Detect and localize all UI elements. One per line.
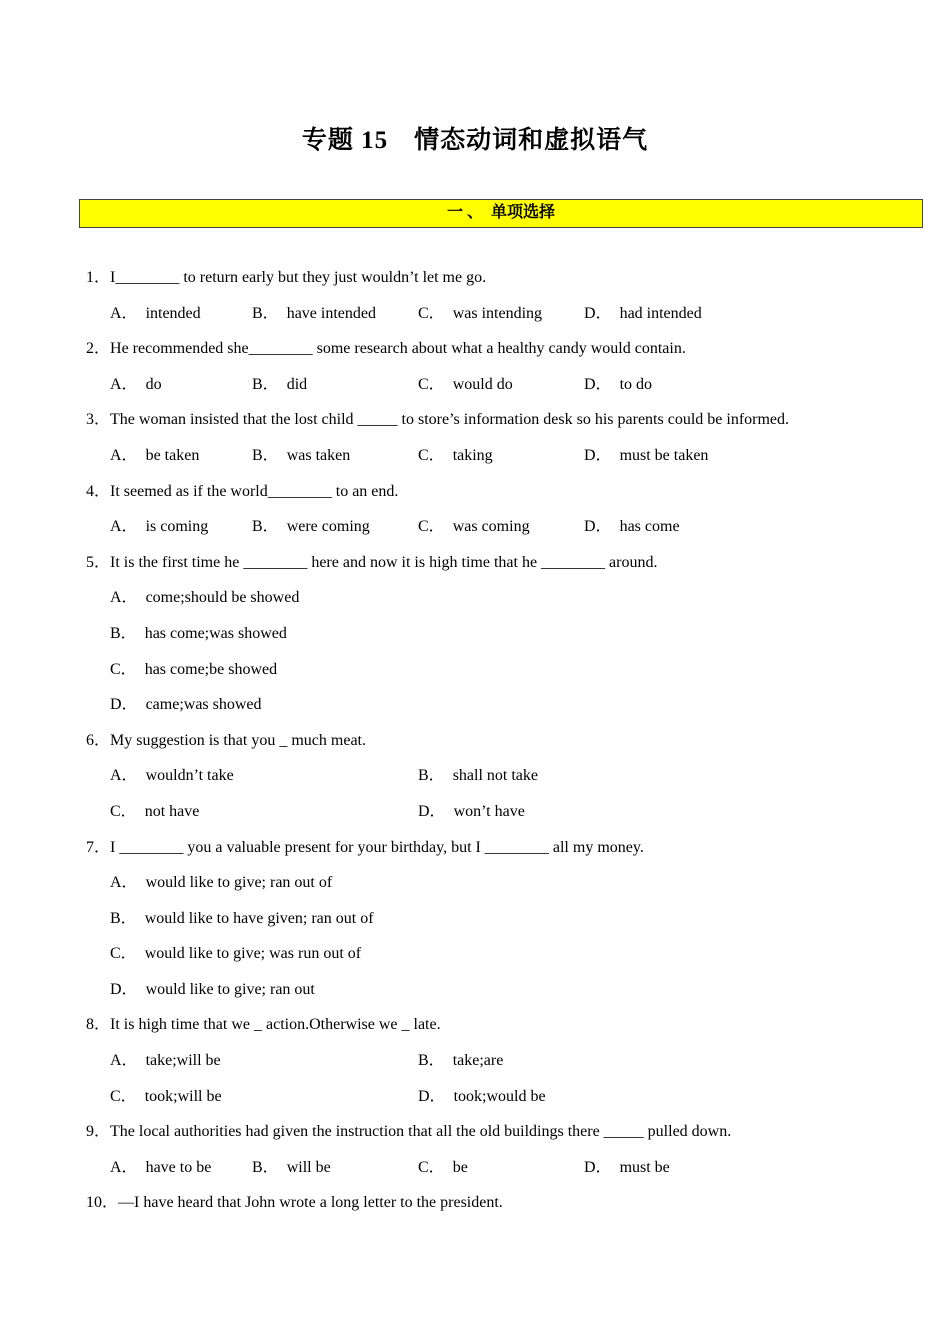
option-letter: C． (418, 304, 445, 322)
question-number: 7． (86, 838, 111, 856)
question-4 (86, 474, 926, 510)
option-text: was intending (452, 304, 543, 322)
option-b (110, 616, 287, 652)
question-text: I ________ you a valuable present for your birthday, but I ________ all my money. (110, 838, 644, 856)
option-text: took;will be (144, 1087, 222, 1105)
option-letter: D． (584, 1158, 612, 1176)
option-c (110, 936, 361, 972)
option-text: must be taken (619, 446, 709, 464)
option-text: will be (286, 1158, 331, 1176)
option-b (418, 1043, 503, 1079)
option-d (418, 794, 525, 830)
option-a (110, 580, 299, 616)
option-c (110, 1079, 222, 1115)
option-text: came;was showed (145, 696, 262, 714)
question-number: 9． (86, 1123, 111, 1141)
question-text: I________ to return early but they just wouldn’t let me go. (110, 269, 487, 286)
question-7 (86, 830, 926, 866)
option-text: to do (619, 375, 653, 393)
option-a (110, 758, 234, 794)
question-3 (86, 402, 926, 438)
section-header: 一 、 单项选择 (79, 199, 923, 228)
option-row (86, 972, 926, 1008)
option-row (86, 936, 926, 972)
option-d (418, 1079, 546, 1115)
question-text: The local authorities had given the instruction that all the old buildings there _____ pulled down. (110, 1123, 732, 1141)
option-letter: B． (252, 518, 279, 536)
option-letter: A． (110, 1052, 138, 1070)
option-text: have intended (286, 304, 376, 322)
option-letter: B． (110, 909, 137, 927)
option-text: come;should be showed (145, 589, 300, 607)
option-text: would like to give; was run out of (144, 945, 362, 963)
option-row (86, 865, 926, 901)
option-row (86, 1150, 926, 1186)
question-number: 5． (86, 553, 111, 571)
option-c (418, 438, 493, 474)
option-text: taking (452, 446, 493, 464)
option-letter: A． (110, 446, 138, 464)
option-letter: C． (418, 518, 445, 536)
option-letter: C． (110, 1087, 137, 1105)
question-number: 4． (86, 482, 111, 500)
option-d (110, 972, 315, 1008)
question-6 (86, 723, 926, 759)
option-letter: C． (418, 1158, 445, 1176)
option-letter: A． (110, 874, 138, 892)
option-row (86, 901, 926, 937)
option-a (110, 1043, 221, 1079)
option-b (110, 901, 374, 937)
option-text: has come (619, 518, 680, 536)
option-row (86, 687, 926, 723)
option-d (110, 687, 262, 723)
option-text: wouldn’t take (145, 767, 234, 785)
option-text: take;are (452, 1052, 504, 1070)
option-letter: C． (418, 446, 445, 464)
option-a (110, 296, 201, 332)
question-text: My suggestion is that you _ much meat. (110, 731, 366, 749)
option-c (110, 652, 277, 688)
option-row (86, 1043, 926, 1079)
option-b (252, 438, 350, 474)
option-text: shall not take (452, 767, 538, 785)
question-text: It is high time that we _ action.Otherwise we _ late. (110, 1016, 441, 1034)
question-text: The woman insisted that the lost child _____ to store’s information desk so his parents could be informed. (110, 411, 790, 429)
option-text: had intended (619, 304, 702, 322)
option-letter: A． (110, 518, 138, 536)
option-row (86, 758, 926, 794)
option-text: has come;be showed (144, 660, 278, 678)
option-letter: C． (418, 375, 445, 393)
option-row (86, 652, 926, 688)
option-text: has come;was showed (144, 624, 287, 642)
question-number: 6． (86, 731, 111, 749)
option-letter: D． (584, 304, 612, 322)
option-letter: B． (252, 1158, 279, 1176)
question-number: 1． (86, 269, 111, 286)
option-c (110, 794, 199, 830)
option-letter: B． (252, 375, 279, 393)
option-letter: B． (418, 767, 445, 785)
option-letter: C． (110, 945, 137, 963)
option-letter: A． (110, 375, 138, 393)
option-d (584, 296, 702, 332)
option-text: have to be (145, 1158, 212, 1176)
option-text: took;would be (453, 1087, 546, 1105)
option-b (418, 758, 538, 794)
option-row (86, 367, 926, 403)
option-letter: D． (584, 518, 612, 536)
option-letter: D． (110, 980, 138, 998)
option-c (418, 509, 530, 545)
option-text: take;will be (145, 1052, 221, 1070)
option-text: be (452, 1158, 468, 1176)
option-c (418, 1150, 468, 1186)
question-text: —I have heard that John wrote a long letter to the president. (118, 1194, 503, 1212)
option-row (86, 1079, 926, 1115)
question-number: 10． (86, 1194, 119, 1212)
question-number: 3． (86, 411, 111, 429)
option-a (110, 509, 208, 545)
option-d (584, 367, 652, 403)
option-text: would like to give; ran out (145, 980, 315, 998)
option-a (110, 438, 199, 474)
question-10 (86, 1185, 926, 1221)
option-letter: C． (110, 802, 137, 820)
option-text: must be (619, 1158, 670, 1176)
option-text: was coming (452, 518, 530, 536)
option-d (584, 1150, 670, 1186)
option-b (252, 509, 370, 545)
option-d (584, 438, 708, 474)
option-letter: B． (110, 624, 137, 642)
option-row (86, 616, 926, 652)
option-a (110, 367, 162, 403)
option-row (86, 509, 926, 545)
option-text: were coming (286, 518, 370, 536)
question-9 (86, 1114, 926, 1150)
option-b (252, 296, 376, 332)
option-letter: A． (110, 767, 138, 785)
option-letter: C． (110, 660, 137, 678)
question-2 (86, 331, 926, 367)
option-letter: B． (418, 1052, 445, 1070)
option-row (86, 580, 926, 616)
question-1 (86, 260, 926, 296)
option-text: was taken (286, 446, 351, 464)
option-letter: A． (110, 1158, 138, 1176)
option-c (418, 367, 513, 403)
option-text: do (145, 375, 162, 393)
question-number: 8． (86, 1016, 111, 1034)
option-letter: D． (110, 696, 138, 714)
page-title: 专题 15 情态动词和虚拟语气 (301, 127, 649, 154)
question-number: 2． (86, 340, 111, 358)
option-letter: B． (252, 446, 279, 464)
option-letter: D． (584, 446, 612, 464)
option-b (252, 1150, 331, 1186)
option-text: would like to have given; ran out of (144, 909, 374, 927)
option-text: intended (145, 304, 201, 322)
option-a (110, 865, 332, 901)
option-c (418, 296, 542, 332)
option-a (110, 1150, 211, 1186)
question-text: It is the first time he ________ here and now it is high time that he ________ around. (110, 553, 658, 571)
option-text: not have (144, 802, 200, 820)
option-row (86, 794, 926, 830)
question-list (86, 260, 926, 1221)
question-5 (86, 545, 926, 581)
option-letter: D． (418, 802, 446, 820)
question-text: It seemed as if the world________ to an end. (110, 482, 399, 500)
option-b (252, 367, 307, 403)
question-8 (86, 1007, 926, 1043)
option-letter: B． (252, 304, 279, 322)
option-letter: A． (110, 589, 138, 607)
option-text: would like to give; ran out of (145, 874, 333, 892)
option-row (86, 438, 926, 474)
option-d (584, 509, 680, 545)
option-text: is coming (145, 518, 209, 536)
option-letter: D． (584, 375, 612, 393)
option-text: would do (452, 375, 513, 393)
option-text: did (286, 375, 308, 393)
question-text: He recommended she________ some research about what a healthy candy would contain. (110, 340, 686, 358)
option-row (86, 296, 926, 332)
option-letter: D． (418, 1087, 446, 1105)
option-text: won’t have (453, 802, 525, 820)
option-text: be taken (145, 446, 200, 464)
option-letter: A． (110, 304, 138, 322)
